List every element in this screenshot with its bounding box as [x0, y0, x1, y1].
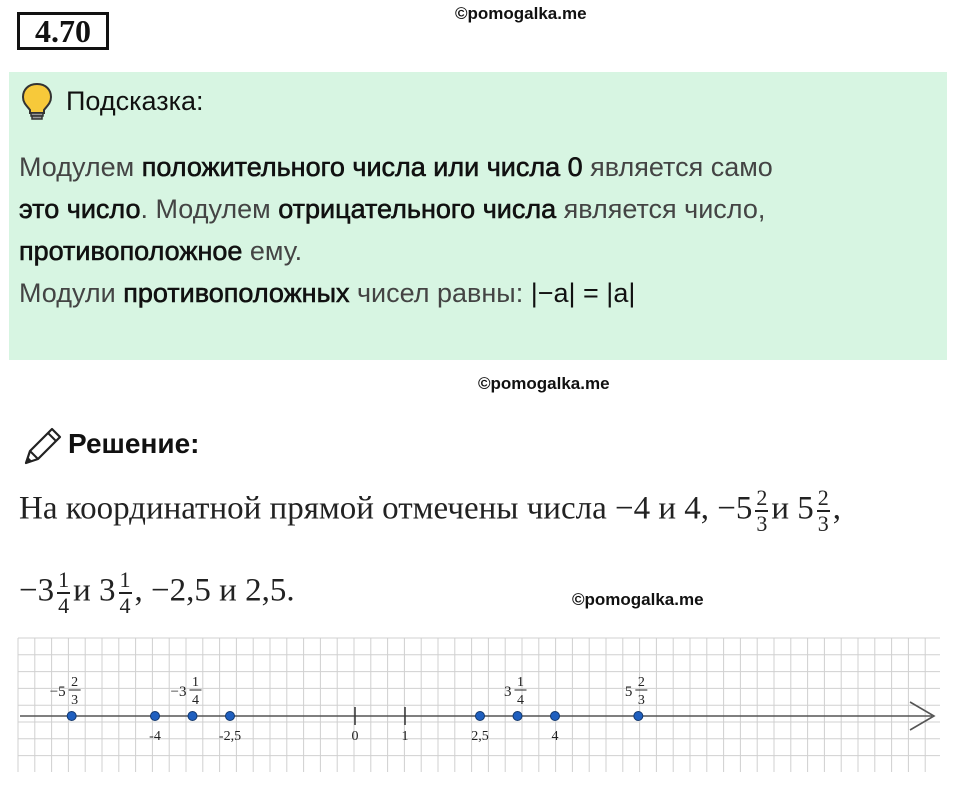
- number-line: [0, 630, 960, 780]
- point-label: 4: [551, 729, 559, 744]
- point-label-denominator: 3: [637, 693, 645, 708]
- modulus-formula: |−a| = |a|: [530, 278, 636, 308]
- hint-title: Подсказка:: [66, 86, 204, 116]
- point-marker: [513, 712, 522, 721]
- point-label-denominator: 4: [192, 693, 199, 708]
- tick-label: 0: [351, 729, 359, 744]
- point-marker: [151, 712, 160, 721]
- hint-line-1: Модулем положительного числа или числа 0 является само: [19, 152, 773, 182]
- fraction: $\frac{2}{3}$: [756, 485, 768, 536]
- lightbulb-icon: [20, 82, 54, 122]
- point-label-numerator: 2: [71, 675, 79, 690]
- point-marker: [634, 712, 643, 721]
- point-label: 5: [624, 684, 633, 700]
- point-marker: [188, 712, 197, 721]
- watermark: ©pomogalka.me: [572, 590, 704, 609]
- point-marker: [476, 712, 485, 721]
- hint-line-4: Модули противоположных чисел равны: |−a| = |a|: [19, 278, 636, 308]
- watermark: ©pomogalka.me: [455, 4, 587, 23]
- point-marker: [226, 712, 235, 721]
- point-label-denominator: 3: [71, 693, 79, 708]
- point-label-numerator: 2: [637, 675, 645, 690]
- fraction: $\frac{1}{4}$: [119, 567, 131, 618]
- point-marker: [67, 712, 76, 721]
- point-label: 3: [504, 684, 512, 700]
- solution-line-2: −3 $\frac{1}{4}$ и 3 $\frac{1}{4}$ , −2,5 и 2,5.: [19, 567, 295, 618]
- tick-label: 1: [401, 729, 409, 744]
- watermark: ©pomogalka.me: [478, 374, 610, 393]
- hint-text: [19, 146, 939, 314]
- point-label: −3: [170, 684, 187, 700]
- point-label-numerator: 1: [192, 675, 199, 690]
- fraction: $\frac{1}{4}$: [58, 567, 70, 618]
- point-label: −5: [49, 684, 66, 700]
- point-label-denominator: 4: [517, 693, 524, 708]
- hint-line-3: противоположное ему.: [19, 236, 303, 266]
- hint-line-2: это число. Модулем отрицательного числа является число,: [19, 194, 766, 224]
- solution-title: Решение:: [68, 428, 200, 459]
- point-label: -4: [149, 729, 161, 744]
- pencil-icon: [20, 425, 64, 469]
- point-marker: [551, 712, 560, 721]
- point-label-numerator: 1: [517, 675, 524, 690]
- solution-line-1: На координатной прямой отмечены числа −4 и 4, −5 $\frac{2}{3}$ и 5 $\frac{2}{3}$ ,: [19, 485, 842, 536]
- point-label: 2,5: [471, 729, 489, 744]
- point-label: -2,5: [218, 729, 242, 744]
- task-number: 4.70: [17, 12, 109, 50]
- fraction: $\frac{2}{3}$: [817, 485, 829, 536]
